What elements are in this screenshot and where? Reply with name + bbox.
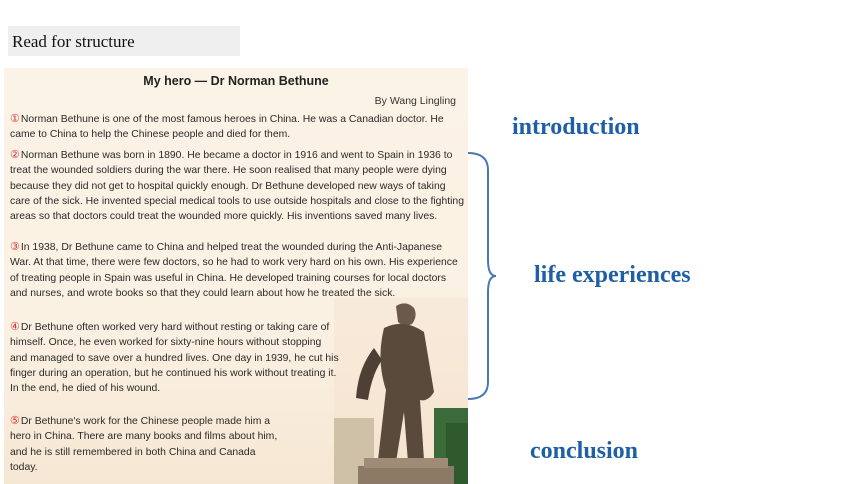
label-introduction: introduction [512, 114, 640, 140]
paragraph-text: Dr Bethune often worked very hard without resting or taking care of himself. Once, he even worked for sixty-nine hours without stopping and managed to save over a hundred lives. One day in 1939, he cut his finger during an operation, but he continued his work without treating it. In the end, he died of his wound. [10, 322, 339, 395]
article-byline: By Wang Lingling [374, 95, 456, 107]
paragraph-text: Norman Bethune is one of the most famous heroes in China. He was a Canadian doctor. He came to China to help the Chinese people and died for them. [10, 114, 444, 141]
paragraph-5 [10, 414, 280, 475]
paragraph-3 [10, 240, 464, 301]
paragraph-number: ④ [10, 321, 20, 333]
paragraph-4 [10, 320, 340, 396]
textbook-page [4, 68, 468, 484]
paragraph-number: ① [10, 113, 20, 125]
paragraph-number: ③ [10, 241, 20, 253]
article-title: My hero — Dr Norman Bethune [143, 74, 329, 88]
paragraph-number: ⑤ [10, 415, 20, 427]
paragraph-text: Dr Bethune's work for the Chinese people made him a hero in China. There are many books and films about him, and he is still remembered in both China and Canada today. [10, 416, 278, 473]
section-header-label: Read for structure [12, 32, 135, 51]
bethune-statue-image [334, 298, 468, 484]
life-experiences-bracket [466, 150, 496, 402]
paragraph-number: ② [10, 149, 20, 161]
paragraph-text: Norman Bethune was born in 1890. He became a doctor in 1916 and went to Spain in 1936 to treat the wounded soldiers during the war there. He soon realised that many people were dying because they did not get to hospital quickly enough. Dr Bethune developed new ways of taking care of the sick. He invented special medical tools to use outside hospitals and close to the fighting areas so that doctors could treat the wounded more quickly. His inventions saved many lives. [10, 150, 464, 223]
label-conclusion: conclusion [530, 438, 639, 464]
paragraph-text: In 1938, Dr Bethune came to China and helped treat the wounded during the Anti-Japanese War. At that time, there were few doctors, so he had to work very hard on his own. His experience of treating people in Spain was useful in China. He developed training courses for local doctors and nurses, and wrote books so that they could learn about how he treated the sick. [10, 242, 458, 299]
paragraph-1 [10, 112, 464, 143]
label-life-experiences: life experiences [534, 262, 691, 288]
paragraph-2 [10, 148, 464, 224]
